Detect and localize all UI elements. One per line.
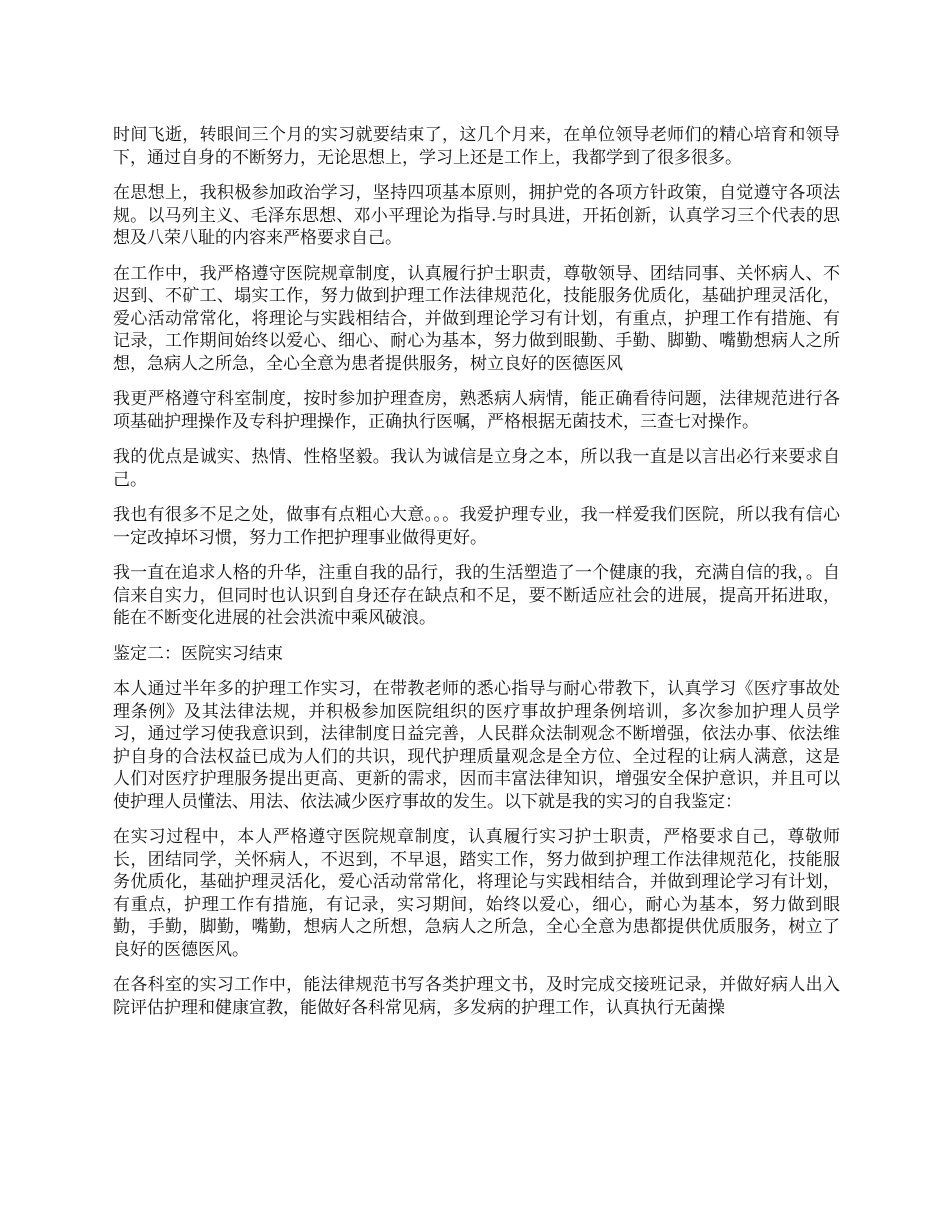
paragraph: 本人通过半年多的护理工作实习，在带教老师的悉心指导与耐心带教下，认真学习《医疗事故处理条例》及其法律法规，并积极参加医院组织的医疗事故护理条例培训，多次参加护理人员学习，通过学习使我意识到，法律制度日益完善，人民群众法制观念不断增强，依法办事、依法维护自身的合法权益已成为人们的共识，现代护理质量观念是全方位、全过程的让病人满意，这是人们对医疗护理服务提出更高、更新的需求，因而丰富法律知识，增强安全保护意识，并且可以使护理人员懂法、用法、依法减少医疗事故的发生。以下就是我的实习的自我鉴定： xyxy=(113,679,840,812)
paragraph: 在工作中，我严格遵守医院规章制度，认真履行护士职责，尊敬领导、团结同事、关怀病人、不迟到、不矿工、塌实工作，努力做到护理工作法律规范化，技能服务优质化，基础护理灵活化，爱心活动常常化，将理论与实践相结合，并做到理论学习有计划，有重点，护理工作有措施、有记录，工作期间始终以爱心、细心、耐心为基本，努力做到眼勤、手勤、脚勤、嘴勤想病人之所想，急病人之所急，全心全意为患者提供服务，树立良好的医德医风 xyxy=(113,263,840,374)
paragraph: 在实习过程中，本人严格遵守医院规章制度，认真履行实习护士职责，严格要求自己，尊敬师长，团结同学，关怀病人，不迟到，不早退，踏实工作，努力做到护理工作法律规范化，技能服务优质化，基础护理灵活化，爱心活动常常化，将理论与实践相结合，并做到理论学习有计划，有重点，护理工作有措施，有记录，实习期间，始终以爱心，细心，耐心为基本，努力做到眼勤，手勤，脚勤，嘴勤，想病人之所想，急病人之所急，全心全意为患都提供优质服务，树立了良好的医德医风。 xyxy=(113,827,840,960)
paragraph: 在各科室的实习工作中，能法律规范书写各类护理文书，及时完成交接班记录，并做好病人出入院评估护理和健康宣教，能做好各科常见病，多发病的护理工作，认真执行无菌操 xyxy=(113,975,840,1018)
document-body xyxy=(113,124,840,1032)
paragraph: 时间飞逝，转眼间三个月的实习就要结束了，这几个月来，在单位领导老师们的精心培育和领导下，通过自身的不断努力，无论思想上，学习上还是工作上，我都学到了很多很多。 xyxy=(113,125,840,168)
paragraph: 我更严格遵守科室制度，按时参加护理查房，熟悉病人病情，能正确看待问题，法律规范进行各项基础护理操作及专科护理操作，正确执行医嘱，严格根据无菌技术，三查七对操作。 xyxy=(113,389,840,432)
paragraph: 我也有很多不足之处，做事有点粗心大意。。。我爱护理专业，我一样爱我们医院，所以我有信心一定改掉坏习惯，努力工作把护理事业做得更好。 xyxy=(113,505,840,548)
paragraph: 我一直在追求人格的升华，注重自我的品行，我的生活塑造了一个健康的我，充满自信的我，。自信来自实力，但同时也认识到自身还存在缺点和不足，要不断适应社会的进展，提高开拓进取，能在不断变化进展的社会洪流中乘风破浪。 xyxy=(113,563,840,628)
section-heading: 鉴定二：医院实习结束 xyxy=(113,643,283,664)
paragraph: 在思想上，我积极参加政治学习，坚持四项基本原则，拥护党的各项方针政策，自觉遵守各项法规。以马列主义、毛泽东思想、邓小平理论为指导.与时具进，开拓创新，认真学习三个代表的思想及八荣八耻的内容来严格要求自己。 xyxy=(113,183,840,248)
paragraph: 我的优点是诚实、热情、性格坚毅。我认为诚信是立身之本，所以我一直是以言出必行来要求自己。 xyxy=(113,447,840,490)
